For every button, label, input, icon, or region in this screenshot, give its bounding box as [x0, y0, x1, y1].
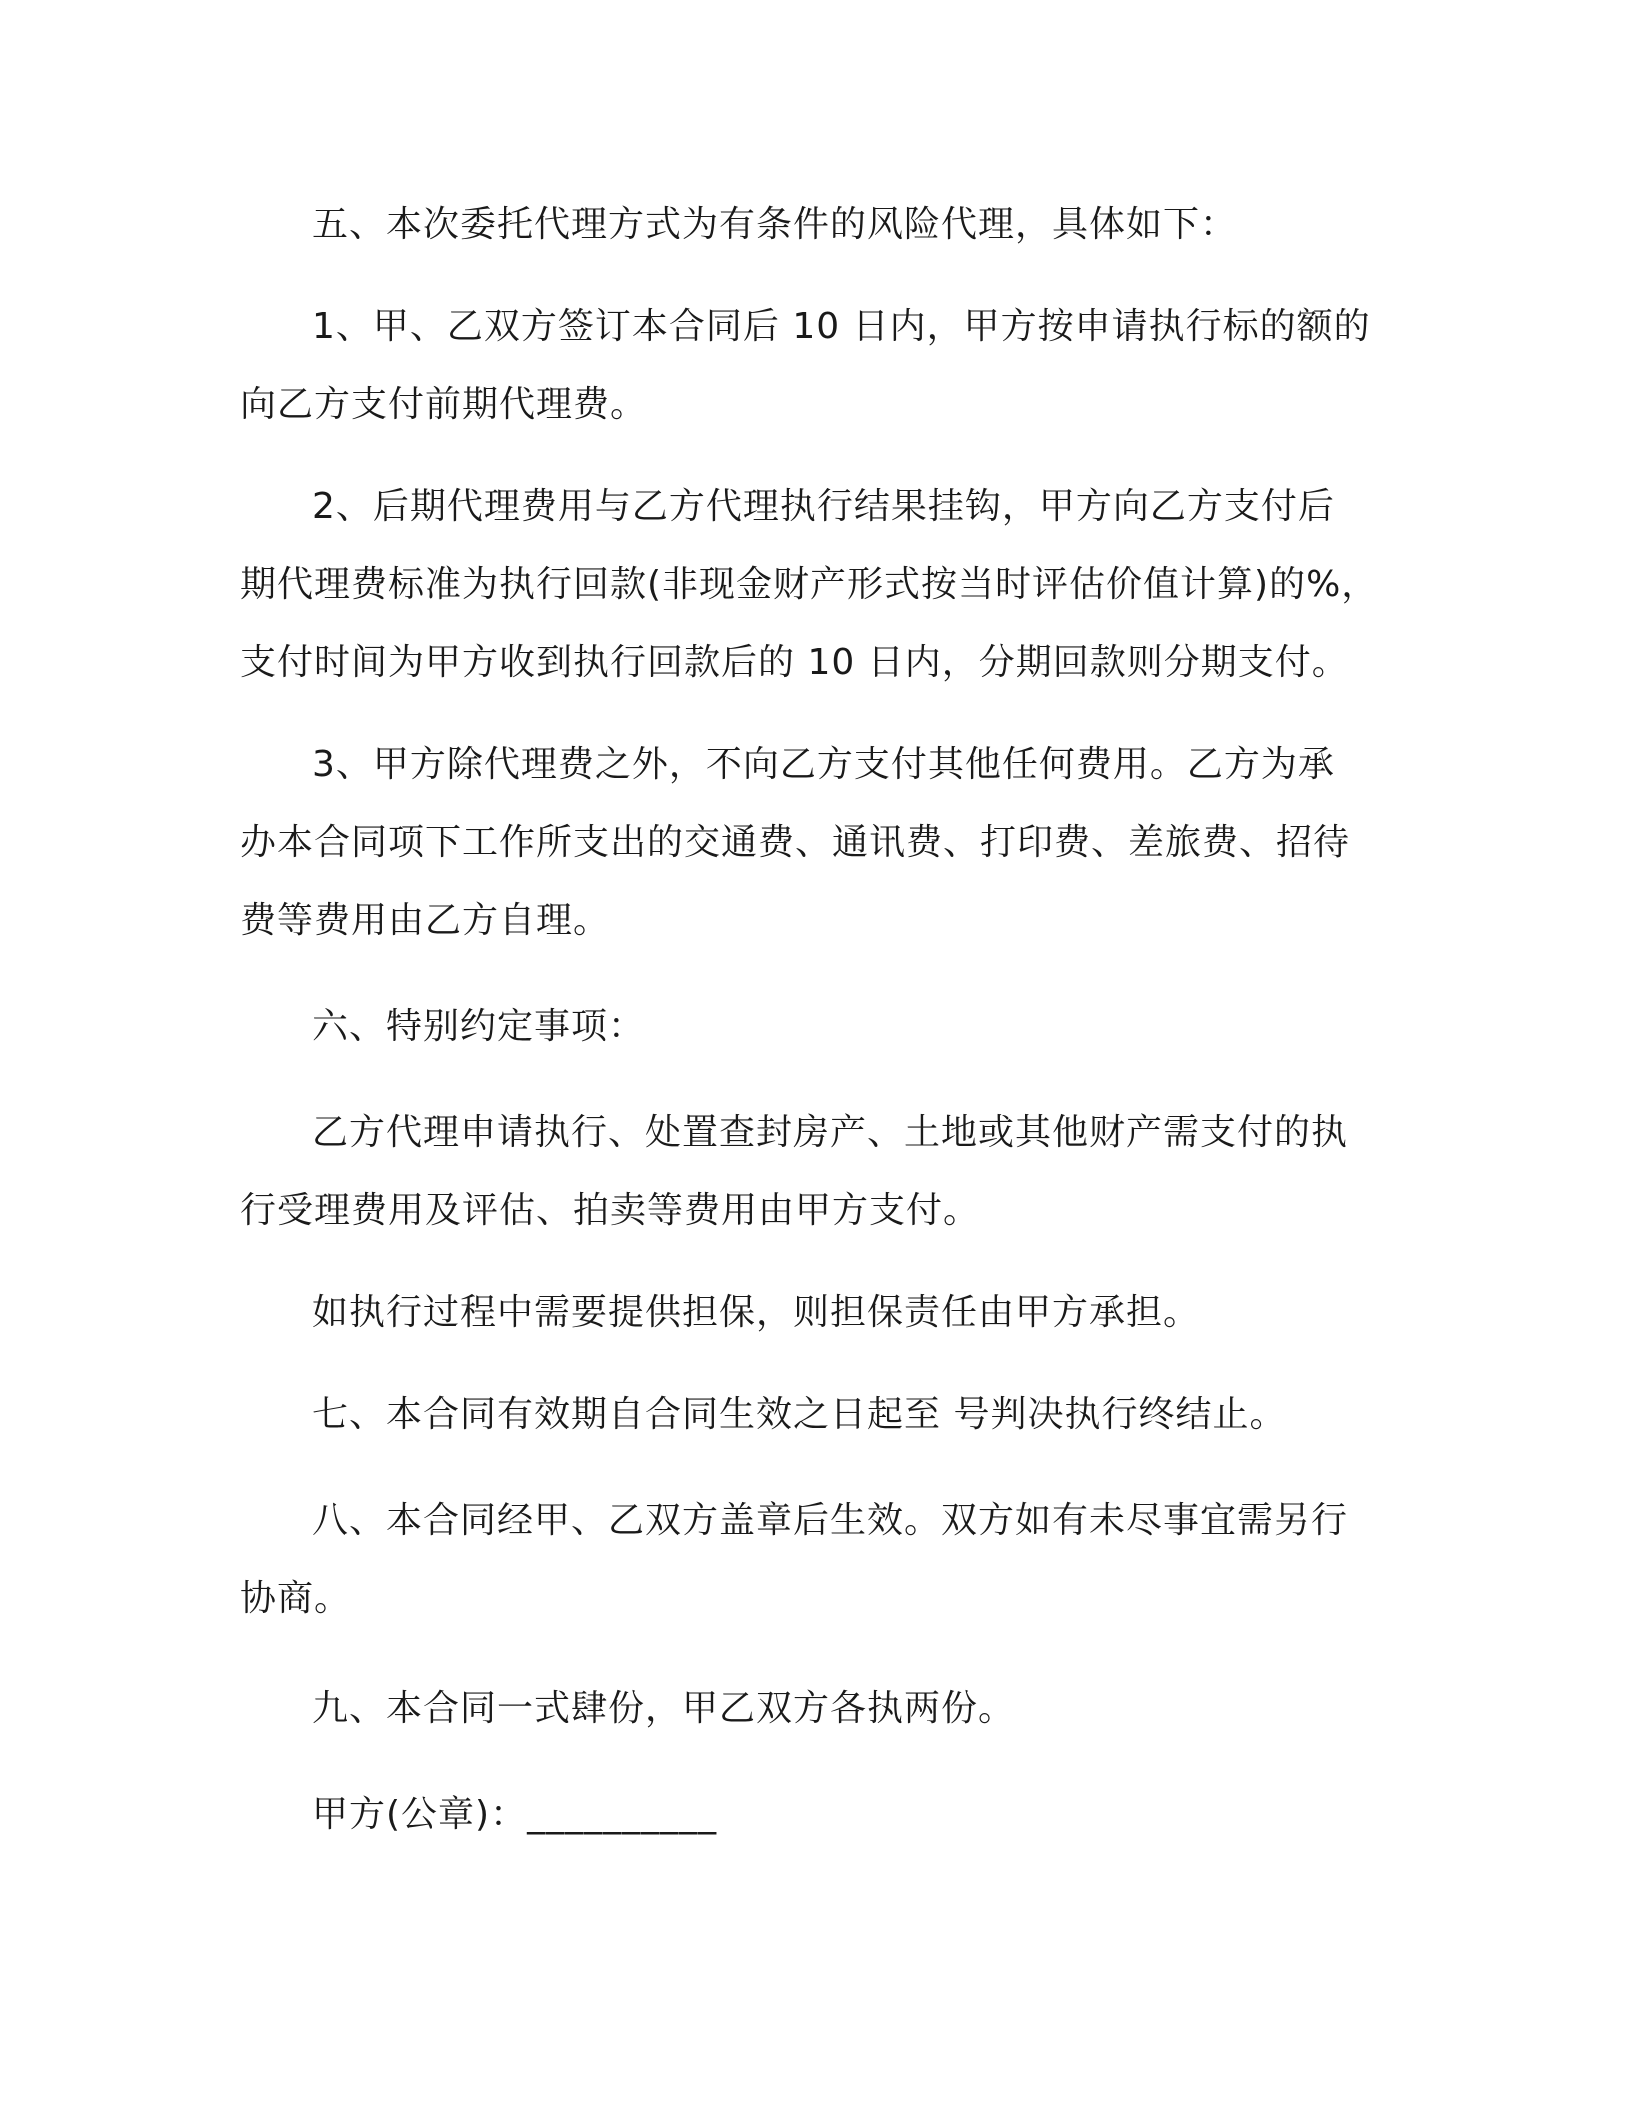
paragraph-clause-5-2: 2、后期代理费用与乙方代理执行结果挂钩，甲方向乙方支付后 期代理费标准为执行回款(非现金财产形式按当时评估价值计算)的%， 支付时间为甲方收到执行回款后的 10 日内，分期回款则分期支付。	[240, 486, 1379, 683]
party-a-signature-line: 甲方(公章)：__________	[312, 1794, 718, 1835]
paragraph-clause-5-1: 1、甲、乙双方签订本合同后 10 日内，甲方按申请执行标的额的 向乙方支付前期代理费。	[240, 306, 1371, 425]
paragraph-clause-5-3: 3、甲方除代理费之外，不向乙方支付其他任何费用。乙方为承 办本合同项下工作所支出的交通费、通讯费、打印费、差旅费、招待 费等费用由乙方自理。	[240, 744, 1351, 941]
paragraph-clause-6: 六、特别约定事项：	[312, 1006, 646, 1047]
document-body	[240, 186, 1390, 1854]
paragraph-clause-9: 九、本合同一式肆份，甲乙双方各执两份。	[312, 1688, 1016, 1729]
paragraph-clause-6-guarantee: 如执行过程中需要提供担保，则担保责任由甲方承担。	[312, 1292, 1201, 1333]
paragraph-clause-5: 五、本次委托代理方式为有条件的风险代理，具体如下：	[312, 204, 1238, 245]
paragraph-clause-6-fees: 乙方代理申请执行、处置查封房产、土地或其他财产需支付的执 行受理费用及评估、拍卖等费用由甲方支付。	[240, 1112, 1349, 1231]
paragraph-clause-8: 八、本合同经甲、乙双方盖章后生效。双方如有未尽事宜需另行 协商。	[240, 1500, 1349, 1619]
paragraph-clause-7: 七、本合同有效期自合同生效之日起至 号判决执行终结止。	[312, 1394, 1287, 1435]
